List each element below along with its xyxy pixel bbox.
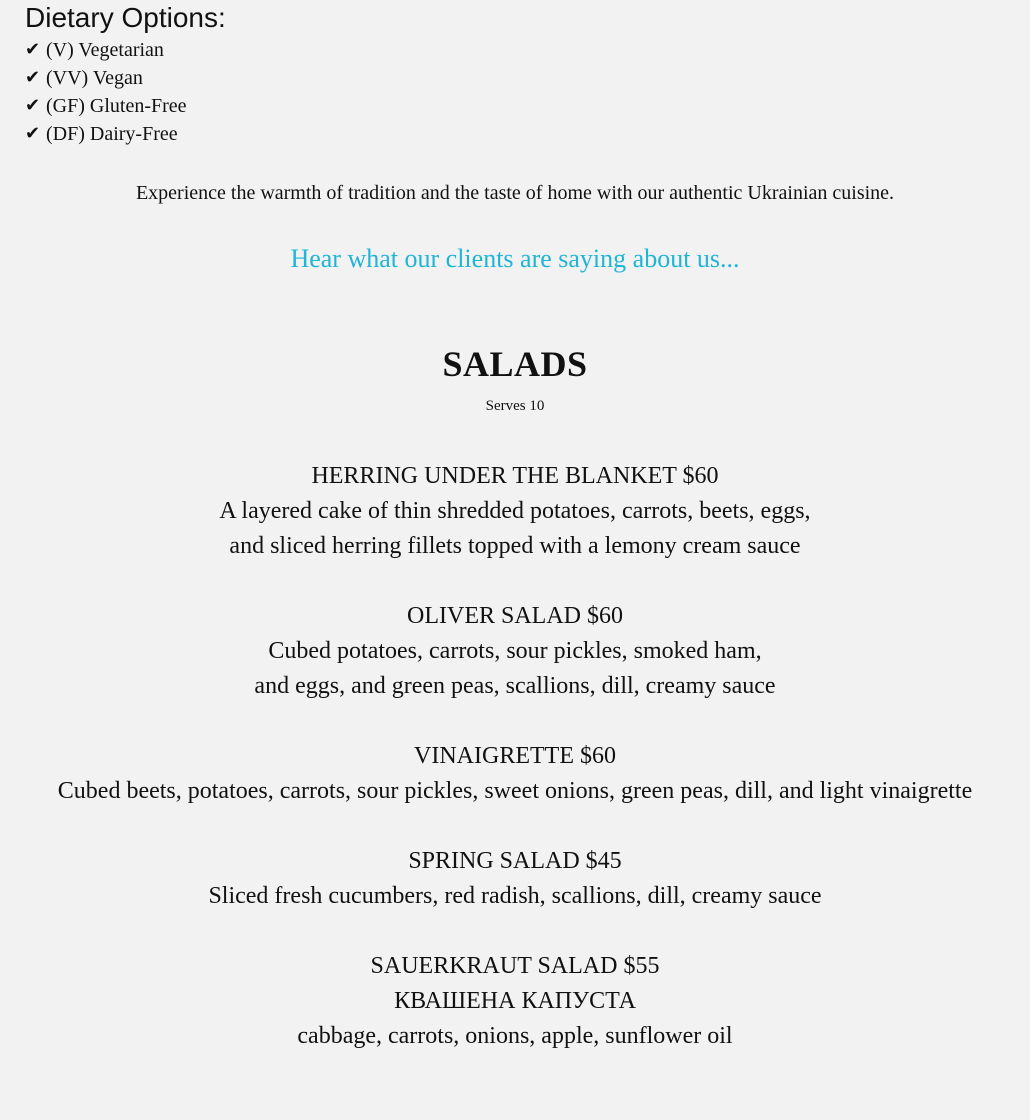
dietary-options: [25, 0, 226, 148]
dietary-option: [25, 36, 226, 64]
dietary-options-title: Dietary Options:: [25, 2, 226, 33]
checkmark-icon: ✔: [25, 123, 41, 144]
menu-item-name: VINAIGRETTE $60: [414, 743, 616, 769]
checkmark-icon: ✔: [25, 67, 41, 88]
dietary-option-label: (GF) Gluten-Free: [46, 95, 187, 117]
menu-item-description: cabbage, carrots, onions, apple, sunflower oil: [297, 1023, 733, 1049]
menu-item-herring-under-the-blanket: [0, 459, 1030, 564]
menu-list: [0, 459, 1030, 1089]
dietary-options-list: [25, 36, 226, 148]
serves-note: Serves 10: [485, 398, 545, 414]
dietary-option-label: (DF) Dairy-Free: [46, 123, 178, 145]
testimonials-link[interactable]: Hear what our clients are saying about us...: [290, 244, 740, 273]
dietary-option: [25, 64, 226, 92]
menu-item-oliver-salad: [0, 599, 1030, 704]
menu-item-description: and sliced herring fillets topped with a lemony cream sauce: [229, 533, 801, 559]
menu-item-spring-salad: [0, 844, 1030, 914]
dietary-option: [25, 92, 226, 120]
menu-item-description: Sliced fresh cucumbers, red radish, scallions, dill, creamy sauce: [208, 883, 822, 909]
menu-item-vinaigrette: [0, 739, 1030, 809]
dietary-option-label: (V) Vegetarian: [46, 39, 164, 61]
checkmark-icon: ✔: [25, 95, 41, 116]
menu-item-name: SAUERKRAUT SALAD $55: [370, 953, 660, 979]
menu-item-description: and eggs, and green peas, scallions, dill, creamy sauce: [254, 673, 776, 699]
checkmark-icon: ✔: [25, 39, 41, 60]
dietary-option: [25, 120, 226, 148]
menu-item-description: A layered cake of thin shredded potatoes, carrots, beets, eggs,: [219, 498, 811, 524]
tagline: Experience the warmth of tradition and the taste of home with our authentic Ukrainian cuisine.: [135, 182, 895, 204]
menu-item-sauerkraut-salad: [0, 949, 1030, 1054]
dietary-option-label: (VV) Vegan: [46, 67, 143, 89]
menu-item-name: SPRING SALAD $45: [408, 848, 622, 874]
menu-item-description: Cubed potatoes, carrots, sour pickles, smoked ham,: [268, 638, 762, 664]
menu-item-name: HERRING UNDER THE BLANKET $60: [311, 463, 719, 489]
menu-item-description: Cubed beets, potatoes, carrots, sour pickles, sweet onions, green peas, dill, and light vinaigrette: [57, 778, 973, 804]
menu-item-name: OLIVER SALAD $60: [407, 603, 623, 629]
section-title: SALADS: [442, 344, 588, 384]
menu-item-alt-name: КВАШЕНА КАПУСТА: [394, 988, 636, 1014]
